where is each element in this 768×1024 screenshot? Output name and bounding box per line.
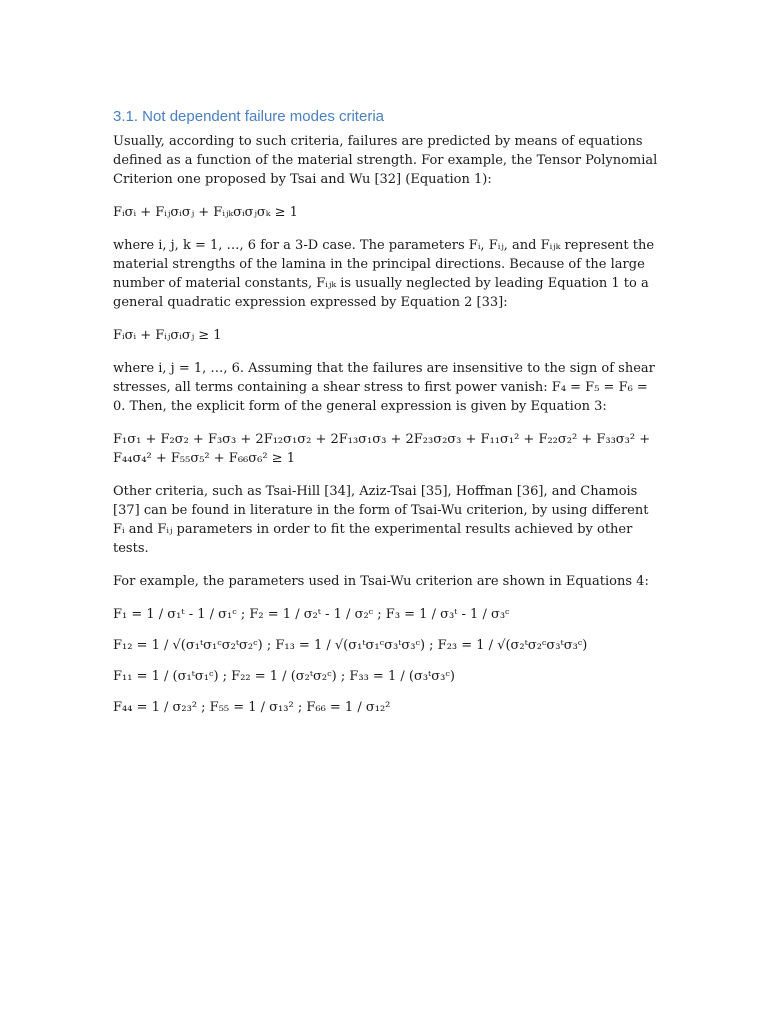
- equation-3: F₁σ₁ + F₂σ₂ + F₃σ₃ + 2F₁₂σ₁σ₂ + 2F₁₃σ₁σ₃ + 2F₂₃σ₂σ₃ + F₁₁σ₁² + F₂₂σ₂² + F₃₃σ₃² + F₄₄σ₄² + F₅₅σ₅² + F₆₆σ₆² ≥ 1: [113, 432, 651, 466]
- paragraph-tsai-wu: For example, the parameters used in Tsai-Wu criterion are shown in Equations 4:: [113, 574, 649, 589]
- paragraph-intro: Usually, according to such criteria, failures are predicted by means of equations defined as a function of the material strength. For example, the Tensor Polynomial Criterion one proposed by Tsai and Wu [32] (Equation 1):: [113, 134, 658, 187]
- equation-4d: F₄₄ = 1 / σ₂₃² ; F₅₅ = 1 / σ₁₃² ; F₆₆ = 1 / σ₁₂²: [113, 700, 391, 715]
- paragraph-parameters: where i, j, k = 1, …, 6 for a 3-D case. The parameters Fᵢ, Fᵢⱼ, and Fᵢⱼₖ represent the material strengths of the lamina in the principal directions. Because of the large number of material constants, Fᵢⱼₖ is usually neglected by leading Equation 1 to a general quadratic expression expressed by Equation 2 [33]:: [113, 238, 655, 310]
- equation-1: Fᵢσᵢ + Fᵢⱼσᵢσⱼ + Fᵢⱼₖσᵢσⱼσₖ ≥ 1: [113, 205, 298, 220]
- equation-2: Fᵢσᵢ + Fᵢⱼσᵢσⱼ ≥ 1: [113, 328, 222, 343]
- equation-4b: F₁₂ = 1 / √(σ₁ᵗσ₁ᶜσ₂ᵗσ₂ᶜ) ; F₁₃ = 1 / √(σ₁ᵗσ₁ᶜσ₃ᵗσ₃ᶜ) ; F₂₃ = 1 / √(σ₂ᵗσ₂ᶜσ₃ᵗσ₃ᶜ): [113, 638, 588, 653]
- section-heading: 3.1. Not dependent failure modes criteria: [113, 108, 384, 125]
- equation-4c: F₁₁ = 1 / (σ₁ᵗσ₁ᶜ) ; F₂₂ = 1 / (σ₂ᵗσ₂ᶜ) ; F₃₃ = 1 / (σ₃ᵗσ₃ᶜ): [113, 669, 455, 684]
- paragraph-shear: where i, j = 1, …, 6. Assuming that the failures are insensitive to the sign of shear stresses, all terms containing a shear stress to first power vanish: F₄ = F₅ = F₆ = 0. Then, the explicit form of the general expression is given by Equation 3:: [113, 361, 655, 414]
- equation-4a: F₁ = 1 / σ₁ᵗ - 1 / σ₁ᶜ ; F₂ = 1 / σ₂ᵗ - 1 / σ₂ᶜ ; F₃ = 1 / σ₃ᵗ - 1 / σ₃ᶜ: [113, 607, 510, 622]
- document-body: [113, 106, 658, 729]
- paragraph-other-criteria: Other criteria, such as Tsai-Hill [34], Aziz-Tsai [35], Hoffman [36], and Chamois [37] can be found in literature in the form of Tsai-Wu criterion, by using different Fᵢ and Fᵢⱼ parameters in order to fit the experimental results achieved by other tests.: [113, 484, 649, 556]
